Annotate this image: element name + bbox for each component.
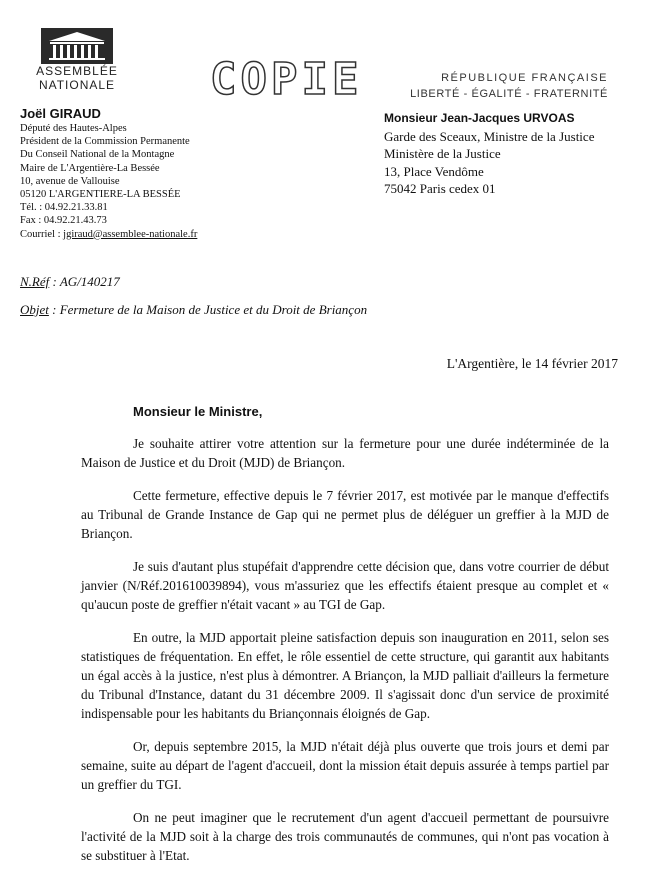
- sender-line: 05120 L'ARGENTIERE-LA BESSÉE: [20, 189, 181, 201]
- salutation: Monsieur le Ministre,: [133, 404, 263, 419]
- republique-line-1: RÉPUBLIQUE FRANÇAISE: [441, 72, 608, 84]
- copie-stamp: COPIE: [210, 54, 363, 105]
- reference-value: : AG/140217: [49, 274, 120, 289]
- logo-line-2: NATIONALE: [38, 78, 116, 92]
- sender-line: Maire de L'Argentière-La Bessée: [20, 162, 160, 174]
- sender-line: Tél. : 04.92.21.33.81: [20, 202, 108, 214]
- sender-block: [20, 106, 197, 241]
- body-paragraph: En outre, la MJD apportait pleine satisfaction depuis son inauguration en 2011, selon ses statistiques de fréquentation. En effet, le rôle essentiel de cette structure, qui garantit aux habitants un égal accès à la justice, n'est plus à démontrer. A Briançon, la MJD palliait d'ailleurs la fermeture du Tribunal d'Instance, datant du 31 décembre 2009. Il s'agissait donc d'un service de proximité indispensable pour les habitants du Briançonnais éloignés de Gap.: [81, 630, 609, 721]
- sender-line: Président de la Commission Permanente: [20, 136, 190, 148]
- assemblee-building-icon: [41, 28, 113, 64]
- republique-line-2: LIBERTÉ - ÉGALITÉ - FRATERNITÉ: [410, 88, 608, 100]
- recipient-block: [384, 110, 594, 198]
- reference-line: [20, 274, 120, 290]
- sender-email-line: [20, 228, 197, 241]
- body-paragraph: Or, depuis septembre 2015, la MJD n'était déjà plus ouverte que trois jours et demi par semaine, suite au départ de l'agent d'accueil, dont la mission était depuis assurée à temps partiel par un greffier du TGI.: [81, 739, 609, 792]
- objet-label: Objet: [20, 302, 49, 317]
- reference-label: N.Réf: [20, 274, 50, 289]
- sender-line: 10, avenue de Vallouise: [20, 175, 120, 187]
- sender-line: Fax : 04.92.21.43.73: [20, 215, 107, 227]
- letter-body: [81, 434, 609, 879]
- sender-line: Du Conseil National de la Montagne: [20, 149, 175, 161]
- assemblee-nationale-logo: [32, 28, 122, 92]
- sender-line: Député des Hautes-Alpes: [20, 123, 127, 134]
- recipient-name: Monsieur Jean-Jacques URVOAS: [384, 111, 575, 125]
- body-paragraph: Je suis d'autant plus stupéfait d'apprendre cette décision que, dans votre courrier de début janvier (N/Réf.201610039894), vous m'assuriez que les effectifs étaient presque au complet et « qu'aucun poste de greffier n'était vacant » au TGI de Gap.: [81, 559, 609, 612]
- recipient-line: Ministère de la Justice: [384, 146, 501, 161]
- body-paragraph: On ne peut imaginer que le recrutement d'un agent d'accueil permettant de poursuivre l'activité de la MJD soit à la charge des trois communautés de communes, qui n'ont pas vocation à se substituer à l'Etat.: [81, 810, 609, 863]
- objet-value: : Fermeture de la Maison de Justice et du Droit de Briançon: [48, 302, 368, 317]
- sender-name: Joël GIRAUD: [20, 106, 101, 121]
- recipient-line: 13, Place Vendôme: [384, 163, 484, 179]
- logo-line-1: ASSEMBLÉE: [36, 64, 118, 78]
- recipient-line: Garde des Sceaux, Ministre de la Justice: [384, 128, 595, 144]
- recipient-line: 75042 Paris cedex 01: [384, 181, 496, 196]
- courriel-label: Courriel :: [20, 228, 64, 240]
- republique-header: [410, 70, 608, 102]
- date-line: L'Argentière, le 14 février 2017: [446, 356, 618, 371]
- body-paragraph: Cette fermeture, effective depuis le 7 février 2017, est motivée par le manque d'effectifs au Tribunal de Grande Instance de Gap qui ne permet plus de déléguer un greffier à la MJD de Briançon.: [81, 488, 609, 541]
- sender-email-link[interactable]: jgiraud@assemblee-nationale.fr: [63, 228, 198, 240]
- objet-line: [20, 302, 367, 318]
- body-paragraph: Je souhaite attirer votre attention sur la fermeture pour une durée indéterminée de la Maison de Justice et du Droit (MJD) de Briançon.: [81, 436, 609, 470]
